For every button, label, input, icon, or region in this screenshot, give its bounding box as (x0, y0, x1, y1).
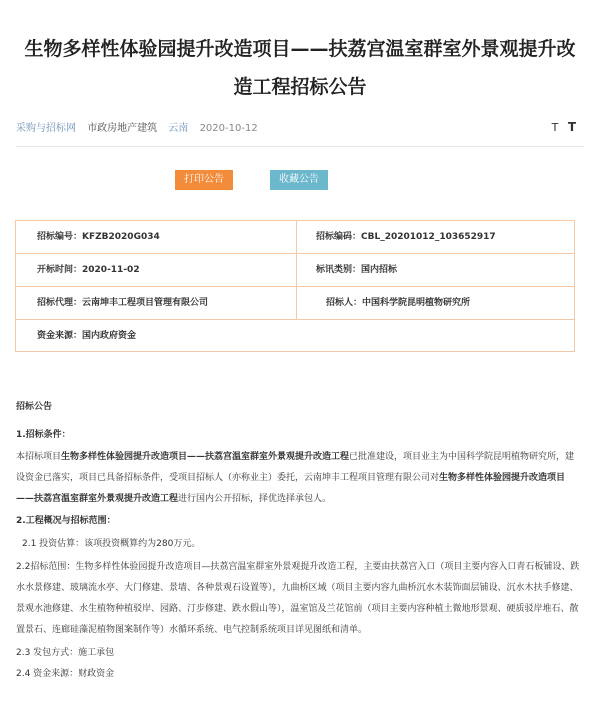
title-line-2: 造工程招标公告 (233, 76, 367, 98)
funding-source: 2.4 资金来源：财政资金 (16, 669, 115, 679)
agent-label: 招标代理： (37, 298, 83, 308)
open-time-label: 开标时间： (37, 265, 83, 275)
contract-method: 2.3 发包方式：施工承包 (16, 648, 115, 658)
bid-scope: 2.2招标范围：生物多样性体验园提升改造项目—扶荔宫温室群室外景观提升改造工程，主要由扶荔宫入口（项目主要内容入口青石板铺设、跌水水景修建、玻璃流水亭、大门修建、景墙、各种景观石设置等），九曲桥区域（项目主要内容九曲桥沉水木装饰面层铺设、沉水木扶手修建、景观水池修建、水生植物种植驳岸、园路、汀步修建、跌水假山等），温室馆及兰花馆前（项目主要内容种植土微地形景观、硬质驳岸堆石、散置景石、连廊硅藻泥植物图案制作等）水循环系统、电气控制系统项目详见图纸和清单。 (16, 562, 580, 635)
investment-estimate: 2.1 投资估算：该项投资概算约为280万元。 (22, 539, 201, 549)
type-value: 国内招标 (361, 265, 398, 275)
announcement-body (16, 398, 581, 685)
sec1-part-e: 进行国内公开招标，择优选择承包人。 (178, 494, 332, 504)
favorite-button[interactable]: 收藏公告 (270, 170, 328, 190)
bid-code-cell (316, 221, 496, 254)
project-name-2: 生物多样性体验园提升改造项目——扶荔宫温室群室外景观提升改造工程 (16, 473, 566, 504)
agent-value: 云南坤丰工程项目管理有限公司 (82, 298, 209, 308)
sec1-part-c: 已批准建设，项目业主为中国科学院昆明植物研究所，建设资金已落实，项目已具备招标条件，受项目招标人（亦称业主）委托，云南坤丰工程项目管理有限公司对 (16, 452, 575, 483)
meta-date: 2020-10-12 (199, 123, 258, 134)
bid-info-table (15, 220, 575, 352)
table-row (16, 254, 574, 287)
bid-no-cell (37, 221, 160, 254)
section-1-text (16, 447, 581, 510)
agent-cell (37, 287, 208, 320)
page-title (20, 30, 580, 106)
bid-no-label: 招标编号： (37, 232, 83, 242)
open-time-value: 2020-11-02 (82, 265, 140, 275)
open-time-cell (37, 254, 140, 287)
meta-region[interactable]: 云南 (168, 123, 189, 134)
type-cell (316, 254, 397, 287)
print-button[interactable]: 打印公告 (175, 170, 233, 190)
section-1-title: 1.招标条件： (16, 430, 71, 440)
table-row (16, 287, 574, 320)
bid-no-value: KFZB2020G034 (82, 232, 160, 242)
font-small-button[interactable]: T (551, 121, 559, 134)
bid-code-value: CBL_20201012_103652917 (361, 232, 496, 242)
body-heading: 招标公告 (16, 402, 53, 412)
tenderer-label: 招标人： (326, 298, 363, 308)
meta-source-link[interactable]: 采购与招标网 (16, 123, 76, 134)
project-name-1: 生物多样性体验园提升改造项目——扶荔宫温室群室外景观提升改造工程 (61, 452, 350, 462)
meta-category[interactable]: 市政房地产建筑 (87, 123, 158, 134)
bid-code-label: 招标编码： (316, 232, 362, 242)
section-2-title: 2.工程概况与招标范围： (16, 516, 116, 526)
sec1-part-a: 本招标项目 (16, 452, 62, 462)
tenderer-value: 中国科学院昆明植物研究所 (362, 298, 471, 308)
font-large-button[interactable]: T (567, 120, 576, 134)
fund-value: 国内政府资金 (82, 331, 137, 341)
fund-cell (37, 320, 136, 353)
article-meta (16, 121, 576, 137)
table-row (16, 320, 574, 353)
fund-label: 资金来源： (37, 331, 83, 341)
title-line-1: 生物多样性体验园提升改造项目——扶荔宫温室群室外景观提升改 (24, 38, 576, 60)
tenderer-cell (326, 287, 470, 320)
font-size-switcher (546, 120, 576, 134)
divider (16, 146, 584, 147)
table-row (16, 221, 574, 254)
type-label: 标讯类别： (316, 265, 362, 275)
